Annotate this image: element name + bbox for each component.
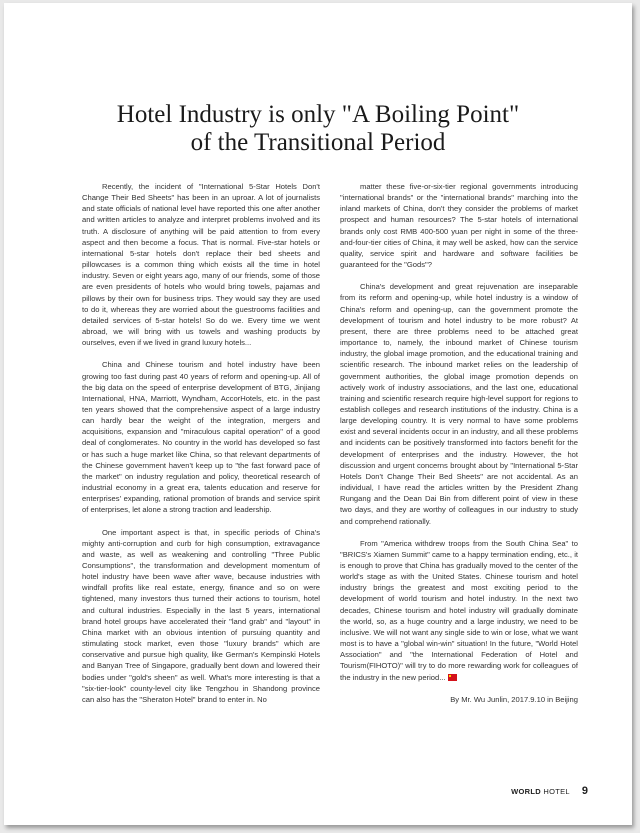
title-line-1: Hotel Industry is only "A Boiling Point" xyxy=(116,101,520,128)
brand-world: WORLD xyxy=(511,786,541,796)
china-flag-icon xyxy=(448,674,457,681)
left-column xyxy=(82,181,320,716)
paragraph: China's development and great rejuvenation are inseparable from its reform and opening-up, while hotel industry is a window of China's reform and opening-up, can the government promote the development of tourism and hotel industry to be more robust? At present, there are three problems need to be attached great importance to, namely, the inbound market of Chinese tourism industry, the global image promotion, and the educational training and scientific research. The inbound market relies on the leadership of government authorities, the global image promotion depends on actively work of industry associations, and the last one, educational training and scientific research require high-level support for regions to establish colleges and research institutions of the industry. China is a large developing country. It is very normal to have some problems exist and several incidents occur in an industry, and all these problems and incidents can be positively transformed into factors benefit for the development of enterprises and the industry. However, the hot discussion and urgent concerns brought about by "International 5-Star Hotels Don't Change Their Bed Sheets" are not accidental. As an individual, I have read the articles written by the President Zhang Rungang and the Dean Dai Bin from different point of view in these two days, and they are worthy of colleagues in our industry to study and comprehend rationally. xyxy=(340,282,578,526)
paragraph: China and Chinese tourism and hotel industry have been growing too fast during past 40 years of reform and opening-up. All of the big data on the speed of enterprise development of BTG, Jinjiang International, HNA, Marriott, Wyndham, AccorHotels, etc. in the past ten years showed that the comprehensive aspect of a large industry can hardly bear the weight of the integration, mergers and acquisitions, expansion and "miraculous capital operation" of a good deal of conglomerates. No country in the world has developed so fast or has such a huge market like China, so that relevant departments of the Chinese government haven't keep up to "the fast forward pace of the market" on industry regulation and policy, theoretical research of industrial economy in a great era, talents education and reserve for enterprises' expanding, rational promotion of brands and service spirit of enterprises, let alone a strong traction and leadership. xyxy=(82,360,320,515)
magazine-brand xyxy=(511,787,570,796)
title-line-2: of the Transitional Period xyxy=(190,129,446,156)
paragraph-text: From "America withdrew troops from the South China Sea" to "BRICS's Xiamen Summit" came to a happy termination ending, etc., it is enough to prove that China has gradually moved to the center of the world's stage as with the United States. Chinese tourism and hotel industry brings the greatest and most exciting period to the development of world tourism and hotel industry. In the next two decades, Chinese tourism and hotel industry will gradually dominate the world, so, as a huge country and a large industry, we need to be inclusive. We will not want any single side to win or lose, what we want most is to have a "global win-win" situation! In the future, "World Hotel Association" and "the International Federation of Hotel and Tourism(FIHOTO)" will try to do more rewarding work for colleagues of the industry in the new period... xyxy=(340,538,578,682)
byline: By Mr. Wu Junlin, 2017.9.10 in Beijing xyxy=(450,694,578,704)
magazine-page xyxy=(4,3,632,825)
paragraph: One important aspect is that, in specific periods of China's mighty anti-corruption and curb for high consumption, extravagance and waste, as well as weakening and controlling "Three Public Consumptions", the transformation and development momentum of hotel industry have been wave after wave, because industries with windfall profits like real estate, energy, finance and so on were tightened, many investors thus turned their actions to tourism, hotel and cultural industries. Especially in the last 5 years, international brand hotel groups have accelerated their "land grab" and "layout" in China market with an obvious intention of pursuing quantity and stimulating stock market, even those "luxury brands" which are conservative and pursue high quality, like German's Kempinski Hotels and Banyan Tree of Singapore, gradually bent down and lowered their bodies under "gold's sheen" as well. What's more interesting is that a "six-tier-look" county-level city like Tengzhou in Shandong province can also has the "Sheraton Hotel" brand to enter in. No xyxy=(82,527,320,704)
paragraph: Recently, the incident of "International 5-Star Hotels Don't Change Their Bed Sheets" has been in an uproar. A lot of journalists and state officials of national level have reported this one after another and written articles to analyze and interpret problems involved and its truth. A disclosure of anything will be paid attention to from every aspect and then become a focus. That is normal. Five-star hotels or international 5-star hotels don't replace their bed sheets and pillowcases is a common thing which exists all the time in hotel industry. Seven or eight years ago, many of our friends, some of those are even presidents of hotels who would bring towels, pajamas and pillows by their own for business trips. They would say they are used to do it, whereas they are worried about the guestrooms facilities and detailed services of 5-star hotels! So do we. Every time we went abroad, we will bring with us towels and washing products by ourselves, even if we lived in grand luxury hotels... xyxy=(82,182,320,348)
brand-hotel: HOTEL xyxy=(543,786,570,796)
paragraph-last xyxy=(340,538,578,683)
paragraph: matter these five-or-six-tier regional governments introducing "international brands" or the "international brands" marching into the inland markets of China, don't they consider the problems of market prospect and human resources? The 5-star hotels of international brands only cost RMB 400-500 yuan per night in some of the three-and-four-tier cities of China, it may well be asked, how can the service quality, service spirit and hardware and software facilities be guaranteed for the "Gods"? xyxy=(340,182,578,270)
page-number: 9 xyxy=(581,785,588,797)
right-column xyxy=(340,181,578,716)
page-footer xyxy=(511,785,588,797)
article-title xyxy=(44,101,592,157)
